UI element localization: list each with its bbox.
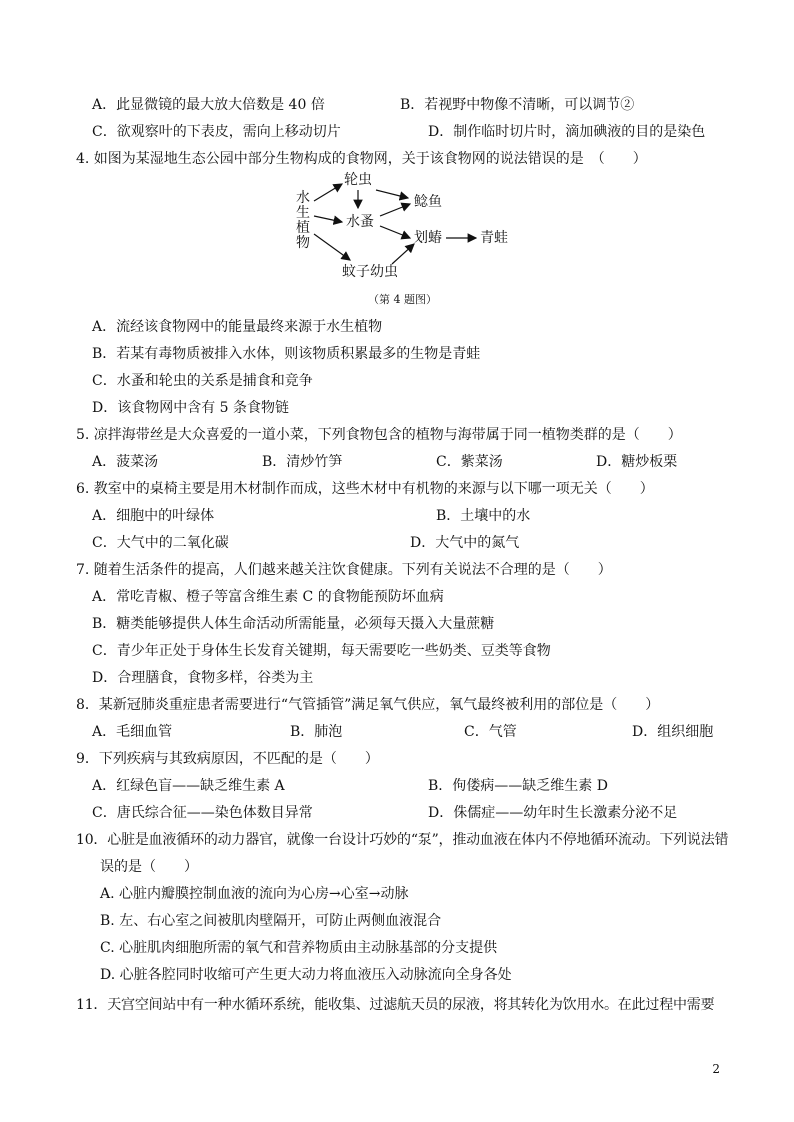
- label-dragonfly: 划蝽: [414, 230, 442, 246]
- page-number: 2: [712, 1062, 720, 1076]
- q6-option-b: B．土壤中的水: [436, 508, 531, 524]
- q3-option-a: A．此显微镜的最大放大倍数是 40 倍: [92, 97, 325, 113]
- label-water-flea: 水蚤: [346, 214, 374, 230]
- q5-option-a: A．菠菜汤: [92, 454, 159, 470]
- q10-stem-line1: 10．心脏是血液循环的动力器官，就像一台设计巧妙的“泵”，推动血液在体内不停地循环流动。下列说法错: [76, 832, 729, 848]
- arrow-plant-rotifer: [314, 184, 342, 201]
- q3-option-b: B．若视野中物像不清晰，可以调节②: [400, 97, 635, 113]
- q7-option-b: B．糖类能够提供人体生命活动所需能量，必须每天摄入大量蔗糖: [92, 616, 495, 632]
- q3-option-d: D．制作临时切片时，滴加碘液的目的是染色: [428, 124, 706, 140]
- q11-stem-line1: 11．天宫空间站中有一种水循环系统，能收集、过滤航天员的尿液，将其转化为饮用水。在此过程中需要: [76, 997, 715, 1013]
- arrow-rotifer-catfish: [376, 190, 408, 198]
- q6-option-a: A．细胞中的叶绿体: [92, 508, 215, 524]
- label-catfish: 鲶鱼: [414, 194, 442, 210]
- q9-option-c: C．唐氏综合征——染色体数目异常: [92, 805, 313, 821]
- label-plant-4: 物: [296, 235, 310, 251]
- q9-stem: 9．下列疾病与其致病原因，不匹配的是（ ）: [76, 751, 379, 767]
- q8-option-c: C．气管: [464, 724, 517, 740]
- q4-option-a: A．流经该食物网中的能量最终来源于水生植物: [92, 319, 383, 335]
- q3-option-c: C．欲观察叶的下表皮，需向上移动切片: [92, 124, 341, 140]
- q10-option-a: A. 心脏内瓣膜控制血液的流向为心房→心室→动脉: [100, 886, 409, 902]
- label-plant-2: 生: [296, 205, 310, 221]
- q10-option-b: B. 左、右心室之间被肌肉壁隔开，可防止两侧血液混合: [100, 913, 442, 929]
- q9-option-a: A．红绿色盲——缺乏维生素 A: [92, 778, 285, 794]
- label-frog: 青蛙: [480, 230, 508, 246]
- q8-option-a: A．毛细血管: [92, 724, 173, 740]
- q8-stem: 8．某新冠肺炎重症患者需要进行“气管插管”满足氧气供应，氧气最终被利用的部位是（ ）: [76, 697, 660, 713]
- figure-caption: （第 4 题图）: [368, 293, 437, 306]
- q9-option-d: D．侏儒症——幼年时生长激素分泌不足: [428, 805, 678, 821]
- arrow-larva-dragonfly: [392, 244, 414, 264]
- q4-option-c: C．水蚤和轮虫的关系是捕食和竞争: [92, 373, 313, 389]
- q10-option-d: D. 心脏各腔同时收缩可产生更大动力将血液压入动脉流向全身各处: [100, 967, 512, 983]
- arrow-flea-catfish: [380, 204, 410, 216]
- label-plant-3: 植: [296, 220, 310, 236]
- q4-option-d: D．该食物网中含有 5 条食物链: [92, 400, 290, 416]
- q8-option-b: B．肺泡: [290, 724, 343, 740]
- q7-option-c: C．青少年正处于身体生长发育关键期，每天需要吃一些奶类、豆类等食物: [92, 643, 551, 659]
- q6-option-d: D．大气中的氮气: [410, 535, 520, 551]
- label-plant-1: 水: [296, 190, 310, 206]
- q7-option-a: A．常吃青椒、橙子等富含维生素 C 的食物能预防坏血病: [92, 589, 444, 605]
- q5-stem: 5. 凉拌海带丝是大众喜爱的一道小菜，下列食物包含的植物与海带属于同一植物类群的是（ ）: [76, 427, 682, 443]
- arrow-plant-flea: [314, 216, 342, 222]
- arrow-plant-larva: [314, 234, 350, 260]
- label-mosquito-larva: 蚊子幼虫: [342, 264, 398, 280]
- q10-stem-line2: 误的是（ ）: [100, 859, 198, 875]
- q6-option-c: C．大气中的二氧化碳: [92, 535, 229, 551]
- q4-stem: 4. 如图为某湿地生态公园中部分生物构成的食物网，关于该食物网的说法错误的是 （ ）: [76, 151, 647, 167]
- arrow-flea-dragonfly: [380, 226, 410, 238]
- q7-option-d: D．合理膳食，食物多样，谷类为主: [92, 670, 314, 686]
- q5-option-d: D．糖炒板栗: [596, 454, 678, 470]
- label-rotifer: 轮虫: [344, 172, 372, 188]
- food-web-diagram: [280, 168, 520, 306]
- q9-option-b: B．佝偻病——缺乏维生素 D: [428, 778, 608, 794]
- q6-stem: 6. 教室中的桌椅主要是用木材制作而成，这些木材中有机物的来源与以下哪一项无关（ ）: [76, 481, 654, 497]
- q8-option-d: D．组织细胞: [632, 724, 714, 740]
- q4-option-b: B．若某有毒物质被排入水体，则该物质积累最多的生物是青蛙: [92, 346, 481, 362]
- food-web-arrows: [280, 168, 520, 290]
- q10-option-c: C. 心脏肌肉细胞所需的氧气和营养物质由主动脉基部的分支提供: [100, 940, 498, 956]
- q5-option-b: B．清炒竹笋: [262, 454, 343, 470]
- q7-stem: 7. 随着生活条件的提高，人们越来越关注饮食健康。下列有关说法不合理的是（ ）: [76, 562, 612, 578]
- q5-option-c: C．紫菜汤: [436, 454, 503, 470]
